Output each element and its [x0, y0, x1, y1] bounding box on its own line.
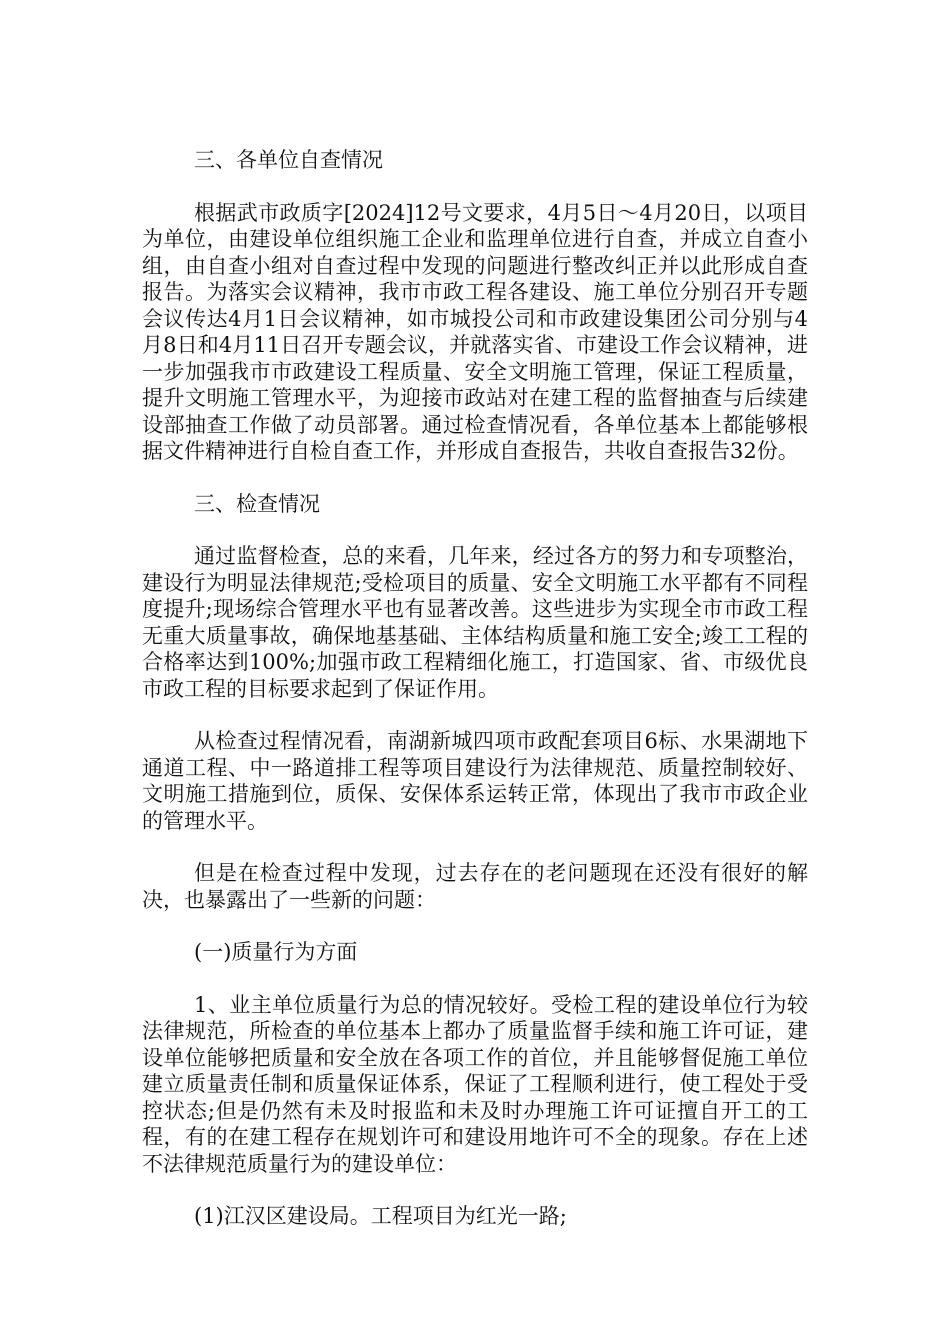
- paragraph-problems-found: 但是在检查过程中发现，过去存在的老问题现在还没有很好的解决，也暴露出了一些新的问题：: [142, 861, 808, 912]
- paragraph-self-inspection: 根据武市政质字[2024]12号文要求，4月5日～4月20日，以项目为单位，由建设单位组织施工企业和监理单位进行自查，并成立自查小组，由自查小组对自查过程中发现的问题进行整改纠正并以此形成自查报告。为落实会议精神，我市市政工程各建设、施工单位分别召开专题会议传达4月1日会议精神，如市城投公司和市政建设集团公司分别与4月8日和4月11日召开专题会议，并就落实省、市建设工作会议精神，进一步加强我市市政建设工程质量、安全文明施工管理，保证工程质量，提升文明施工管理水平，为迎接市政站对在建工程的监督抽查与后续建设部抽查工作做了动员部署。通过检查情况看，各单位基本上都能够根据文件精神进行自检自查工作，并形成自查报告，共收自查报告32份。: [142, 200, 808, 463]
- paragraph-owner-quality-behavior: 1、业主单位质量行为总的情况较好。受检工程的建设单位行为较法律规范，所检查的单位基本上都办了质量监督手续和施工许可证，建设单位能够把质量和安全放在各项工作的首位，并且能够督促施工单位建立质量责任制和质量保证体系，保证了工程顺利进行，使工程处于受控状态;但是仍然有未及时报监和未及时办理施工许可证擅自开工的工程，有的在建工程存在规划许可和建设用地许可不全的现象。存在上述不法律规范质量行为的建设单位：: [142, 992, 808, 1176]
- section-heading-inspection: 三、检查情况: [194, 491, 320, 516]
- paragraph-overall-results: 通过监督检查，总的来看，几年来，经过各方的努力和专项整治，建设行为明显法律规范;受检项目的质量、安全文明施工水平都有不同程度提升;现场综合管理水平也有显著改善。这些进步为实现全市市政工程无重大质量事故，确保地基基础、主体结构质量和施工安全;竣工工程的合格率达到100%;加强市政工程精细化施工，打造国家、省、市级优良市政工程的目标要求起到了保证作用。: [142, 544, 808, 701]
- list-item-jianghan-bureau: (1)江汉区建设局。工程项目为红光一路;: [194, 1204, 567, 1228]
- section-heading-self-inspection: 三、各单位自查情况: [194, 148, 383, 172]
- document-body: [142, 147, 808, 1256]
- paragraph-process-observations: 从检查过程情况看，南湖新城四项市政配套项目6标、水果湖地下通道工程、中一路道排工程等项目建设行为法律规范、质量控制较好、文明施工措施到位，质保、安保体系运转正常，体现出了我市市政企业的管理水平。: [142, 729, 808, 833]
- subsection-heading-quality-behavior: (一)质量行为方面: [194, 940, 358, 964]
